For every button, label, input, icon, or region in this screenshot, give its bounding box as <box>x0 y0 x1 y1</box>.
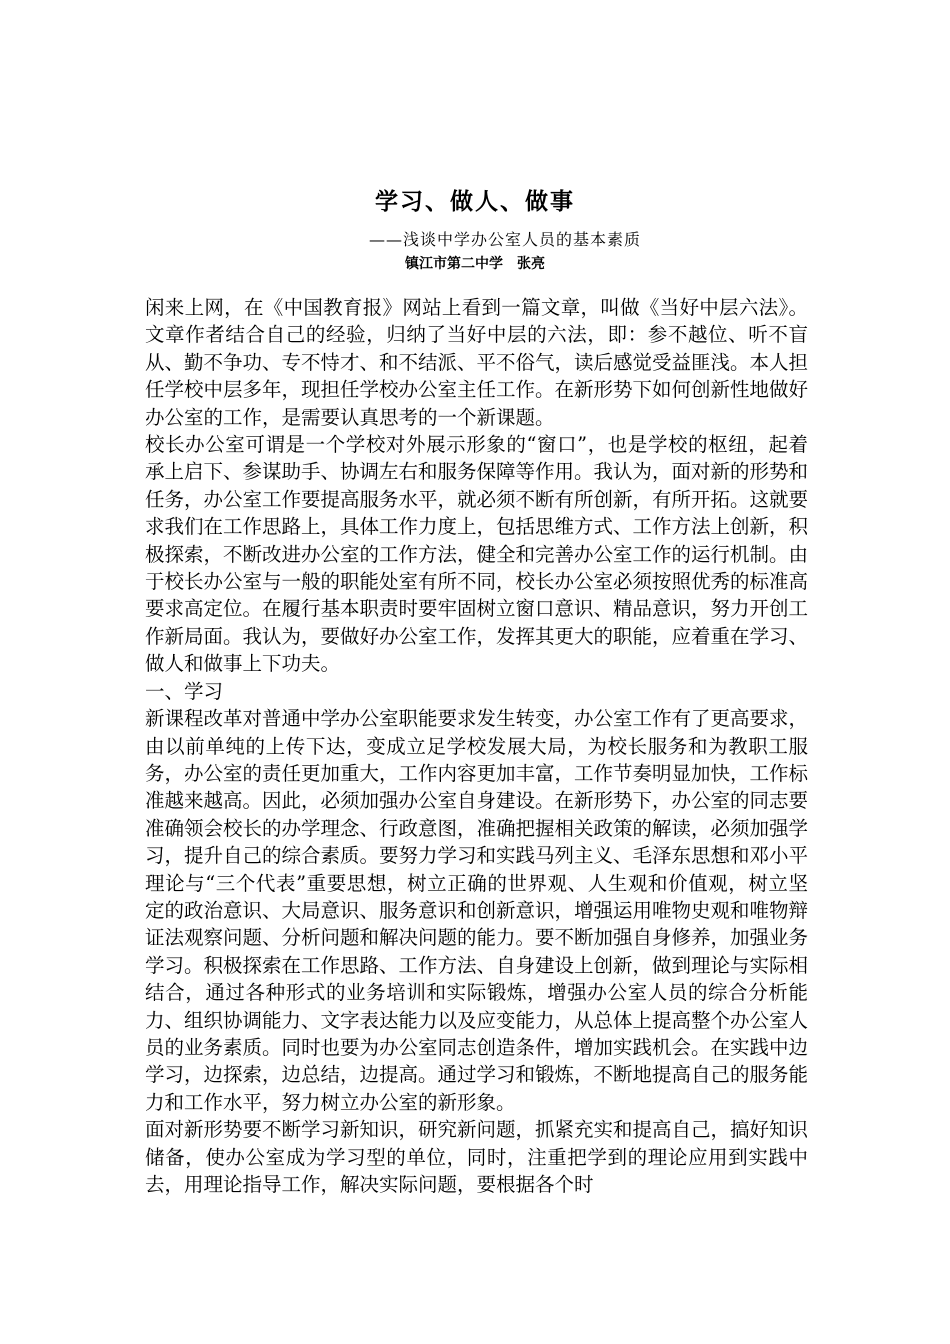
paragraph-new-knowledge: 面对新形势要不断学习新知识，研究新问题，抓紧充实和提高自己，搞好知识储备，使办公室成为学习型的单位，同时，注重把学到的理论应用到实践中去，用理论指导工作，解决实际问题，要根据各个时 <box>145 1118 809 1196</box>
document-subtitle: ——浅谈中学办公室人员的基本素质 <box>368 230 641 249</box>
document-title: 学习、做人、做事 <box>375 189 575 215</box>
document-author: 镇江市第二中学 张亮 <box>405 256 545 272</box>
document-body <box>145 294 808 1198</box>
paragraph-intro: 闲来上网，在《中国教育报》网站上看到一篇文章，叫做《当好中层六法》。文章作者结合自己的经验，归纳了当好中层的六法，即：参不越位、听不盲从、勤不争功、专不恃才、和不结派、平不俗气，读后感觉受益匪浅。本人担任学校中层多年，现担任学校办公室主任工作。在新形势下如何创新性地做好办公室的工作，是需要认真思考的一个新课题。 <box>145 296 809 429</box>
paragraph-study: 新课程改革对普通中学办公室职能要求发生转变，办公室工作有了更高要求，由以前单纯的上传下达，变成立足学校发展大局，为校长服务和为教职工服务，办公室的责任更加重大，工作内容更加丰富，工作节奏明显加快，工作标准越来越高。因此，必须加强办公室自身建设。在新形势下，办公室的同志要准确领会校长的办学理念、行政意图，准确把握相关政策的解读，必须加强学习，提升自己的综合素质。要努力学习和实践马列主义、毛泽东思想和邓小平理论与“三个代表”重要思想，树立正确的世界观、人生观和价值观，树立坚定的政治意识、大局意识、服务意识和创新意识，增强运用唯物史观和唯物辩证法观察问题、分析问题和解决问题的能力。要不断加强自身修养，加强业务学习。积极探索在工作思路、工作方法、自身建设上创新，做到理论与实际相结合，通过各种形式的业务培训和实际锻炼，增强办公室人员的综合分析能力、组织协调能力、文字表达能力以及应变能力，从总体上提高整个办公室人员的业务素质。同时也要为办公室同志创造条件，增加实践机会。在实践中边学习，边探索，边总结，边提高。通过学习和锻炼，不断地提高自己的服务能力和工作水平，努力树立办公室的新形象。 <box>145 707 809 1114</box>
section-heading-study: 一、学习 <box>145 679 224 703</box>
paragraph-office-role: 校长办公室可谓是一个学校对外展示形象的“窗口”，也是学校的枢纽，起着承上启下、参谋助手、协调左右和服务保障等作用。我认为，面对新的形势和任务，办公室工作要提高服务水平，就必须不断有所创新，有所开拓。这就要求我们在工作思路上，具体工作力度上，包括思维方式、工作方法上创新，积极探索，不断改进办公室的工作方法，健全和完善办公室工作的运行机制。由于校长办公室与一般的职能处室有所不同，校长办公室必须按照优秀的标准高要求高定位。在履行基本职责时要牢固树立窗口意识、精品意识，努力开创工作新局面。我认为，要做好办公室工作，发挥其更大的职能，应着重在学习、做人和做事上下功夫。 <box>145 433 809 676</box>
